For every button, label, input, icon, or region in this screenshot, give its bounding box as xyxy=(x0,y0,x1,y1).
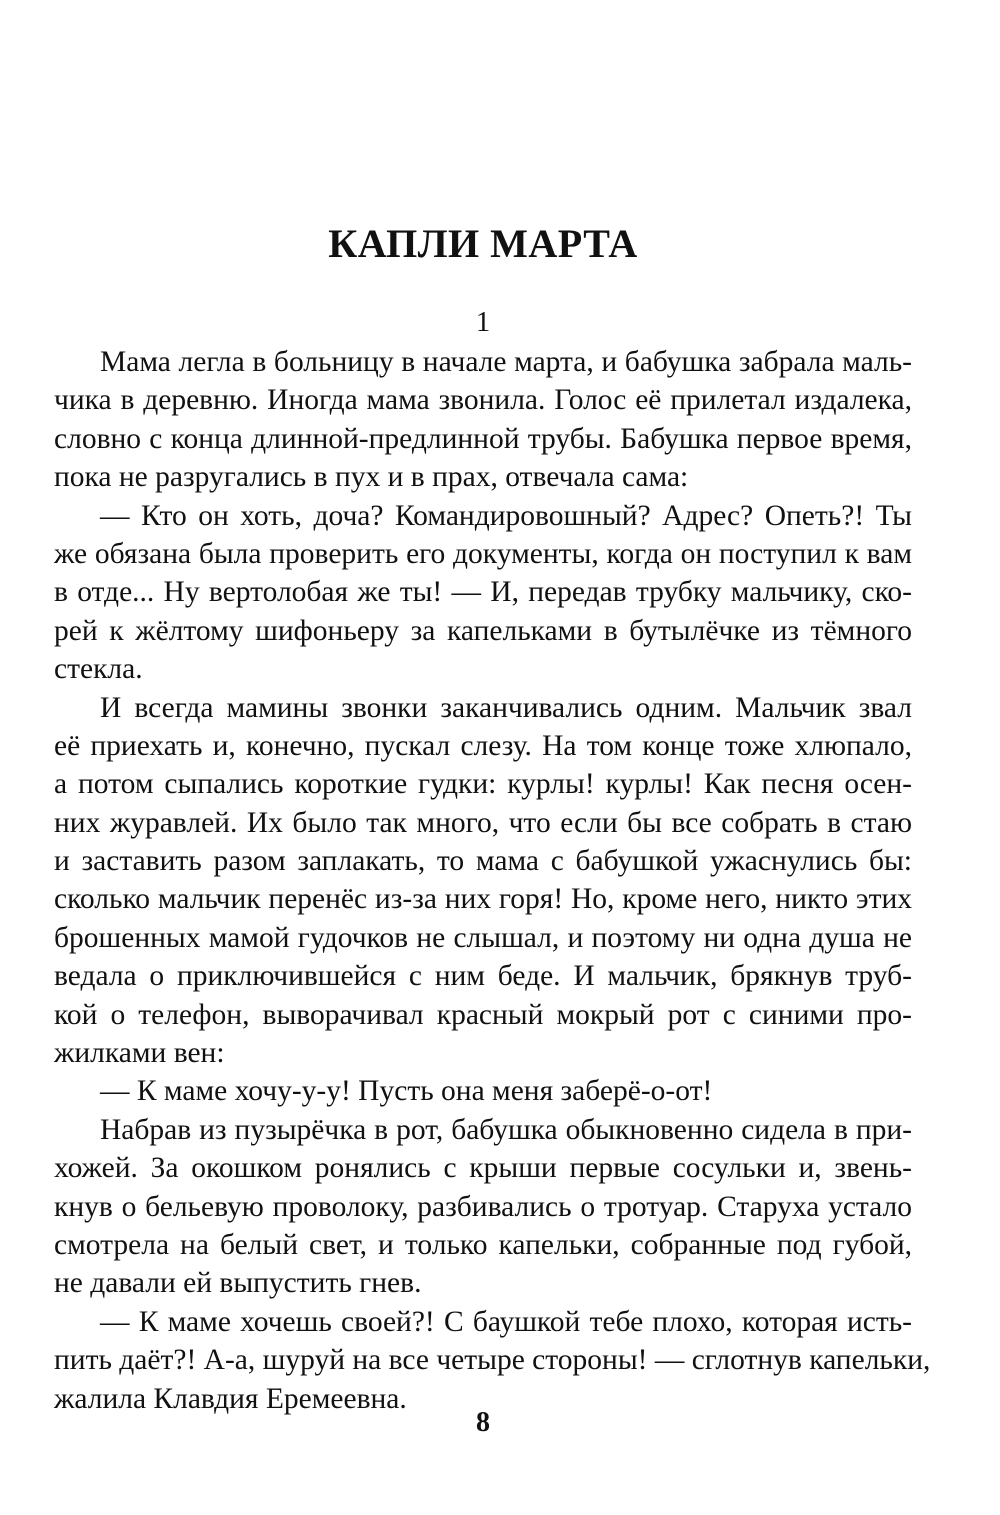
text-line: хожей. За окошком ронялись с крыши первые сосульки и, звень- xyxy=(54,1152,912,1185)
text-line: — К маме хочешь своей?! С баушкой тебе плохо, которая исть- xyxy=(100,1305,912,1338)
text-line: и заставить разом заплакать, то мама с бабушкой ужаснулись бы: xyxy=(54,845,912,878)
text-line: сколько мальчик перенёс из-за них горя! Но, кроме него, никто этих xyxy=(54,883,912,916)
text-line: пока не разругались в пух и в прах, отвечала сама: xyxy=(54,461,689,494)
text-line: жалила Клавдия Еремеевна. xyxy=(54,1382,407,1415)
text-line: Мама легла в больницу в начале марта, и бабушка забрала маль- xyxy=(100,346,912,378)
text-line: кнув о бельевую проволоку, разбивались о тротуар. Старуха устало xyxy=(54,1190,912,1223)
chapter-number: 1 xyxy=(475,306,491,338)
text-line: её приехать и, конечно, пускал слезу. На том конце тоже хлюпало, xyxy=(54,729,912,762)
text-line: а потом сыпались короткие гудки: курлы! курлы! Как песня осен- xyxy=(54,768,912,801)
text-line: чика в деревню. Иногда мама звонила. Голос её прилетал издалека, xyxy=(54,384,912,417)
text-line: рей к жёлтому шифоньеру за капельками в бутылёчке из тёмного xyxy=(54,614,912,647)
story-title: КАПЛИ МАРТА xyxy=(328,221,638,266)
text-line: Набрав из пузырёчка в рот, бабушка обыкновенно сидела в при- xyxy=(100,1113,912,1146)
text-line: кой о телефон, выворачивал красный мокрый рот с синими про- xyxy=(54,998,912,1031)
text-line: стекла. xyxy=(54,653,143,686)
text-line: в отде... Ну вертолобая же ты! — И, передав трубку мальчику, ско- xyxy=(54,576,912,609)
text-line: смотрела на белый свет, и только капельки, собранные под губой, xyxy=(54,1228,912,1261)
text-line: И всегда мамины звонки заканчивались одним. Мальчик звал xyxy=(100,691,912,724)
text-line: — К маме хочу-у-у! Пусть она меня заберё-о-от! xyxy=(100,1075,713,1108)
page-number: 8 xyxy=(476,1407,490,1438)
text-line: же обязана была проверить его документы, когда он поступил к вам xyxy=(54,537,912,570)
text-line: жилками вен: xyxy=(54,1037,225,1070)
text-line: пить даёт?! А-а, шуруй на все четыре стороны! — сглотнув капельки, xyxy=(54,1344,931,1377)
story-text xyxy=(54,343,931,1418)
text-line: словно с конца длинной-предлинной трубы. Бабушка первое время, xyxy=(54,422,912,455)
text-line: ведала о приключившейся с ним беде. И мальчик, брякнув труб- xyxy=(54,960,912,993)
text-line: них журавлей. Их было так много, что если бы все собрать в стаю xyxy=(54,806,912,839)
book-page xyxy=(54,0,931,1515)
text-line: не давали ей выпустить гнев. xyxy=(54,1267,422,1300)
text-line: — Кто он хоть, доча? Командировошный? Адрес? Опеть?! Ты xyxy=(100,499,912,532)
text-line: брошенных мамой гудочков не слышал, и поэтому ни одна душа не xyxy=(54,921,912,954)
